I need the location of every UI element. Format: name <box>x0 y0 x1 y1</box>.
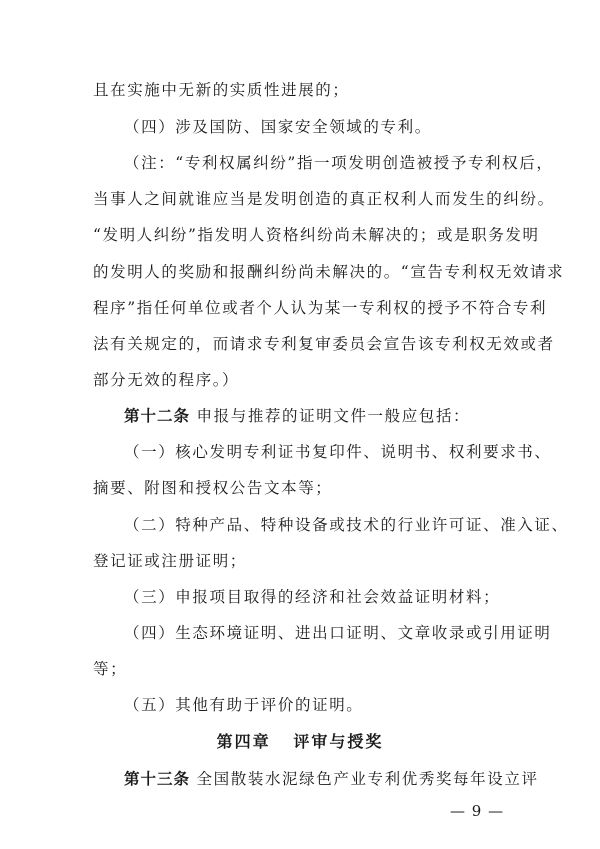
article-12-heading: 第十二条 <box>124 407 191 425</box>
page-number: — 9 — <box>450 802 505 820</box>
article-12-text: 申报与推荐的证明文件一般应包括： <box>190 407 471 425</box>
chapter-heading: 第四章 评审与授奖 <box>216 732 384 751</box>
list-item: （一）核心发明专利证书复印件、说明书、权利要求书、 <box>124 443 552 461</box>
list-item: 等； <box>93 660 128 678</box>
note-line: （注：“专利权属纠纷”指一项发明创造被授予专利权后， <box>124 154 554 172</box>
note-line: 程序”指任何单位或者个人认为某一专利权的授予不符合专利 <box>93 299 548 317</box>
article-13-text: 全国散装水泥绿色产业专利优秀奖每年设立评 <box>190 770 539 788</box>
article-12 <box>124 406 470 426</box>
text-line: 且在实施中无新的实质性进展的； <box>93 81 350 99</box>
note-line: 法有关规定的，而请求专利复审委员会宣告该专利权无效或者 <box>93 335 555 353</box>
list-item: 摘要、附图和授权公告文本等； <box>93 479 333 497</box>
list-item: （四）生态环境证明、进出口证明、文章收录或引用证明 <box>124 624 552 642</box>
note-line: 当事人之间就谁应当是发明创造的真正权利人而发生的纠纷。 <box>93 190 555 208</box>
note-line: “发明人纠纷”指发明人资格纠纷尚未解决的；或是职务发明 <box>93 226 540 244</box>
list-item: （二）特种产品、特种设备或技术的行业许可证、准入证、 <box>124 516 569 534</box>
text-line: （四）涉及国防、国家安全领域的专利。 <box>124 118 432 136</box>
note-line: 部分无效的程序。） <box>93 371 240 389</box>
article-13-heading: 第十三条 <box>124 770 191 788</box>
list-item: 登记证或注册证明； <box>93 552 247 570</box>
article-13 <box>124 769 539 789</box>
list-item: （三）申报项目取得的经济和社会效益证明材料； <box>124 588 501 606</box>
list-item: （五）其他有助于评价的证明。 <box>124 696 364 714</box>
note-line: 的发明人的奖励和报酬纠纷尚未解决的。“宣告专利权无效请求 <box>93 263 565 281</box>
